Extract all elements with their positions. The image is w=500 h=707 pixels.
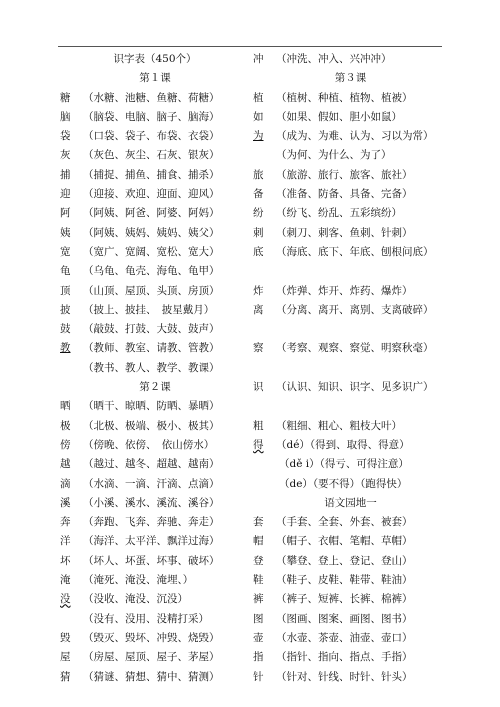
entry-character: 刺 [253, 226, 264, 239]
entry-words: （坏人、坏蛋、坏事、破坏） [83, 554, 220, 567]
char-entry [60, 339, 250, 358]
entry-character: 姨 [60, 226, 71, 239]
entry-character: 备 [253, 188, 264, 201]
char-entry [253, 552, 448, 571]
entry-words: （披上、披挂、 披星戴月） [83, 303, 215, 316]
entry-words: （小溪、溪水、溪流、溪谷） [83, 496, 220, 509]
char-entry [60, 243, 250, 262]
entry-words: （捕捉、捕鱼、捕食、捕杀） [83, 168, 220, 181]
entry-character: 纷 [253, 207, 264, 220]
entry-words: （手套、全套、外套、被套） [276, 516, 413, 529]
char-entry [60, 532, 250, 551]
entry-character: 袋 [60, 130, 71, 143]
entry-words: （房屋、屋顶、屋子、茅屋） [83, 651, 220, 664]
char-entry [60, 146, 250, 165]
entry-words: （准备、防备、具备、完备） [276, 188, 413, 201]
entry-pinyin-line: （dě i）（得亏、可得注意） [279, 458, 409, 471]
char-entry [253, 513, 448, 532]
char-entry [253, 436, 448, 455]
entry-character: 洋 [60, 535, 71, 548]
blank-line [253, 262, 448, 281]
entry-words: （迎接、欢迎、迎面、迎风） [83, 188, 220, 201]
entry-character: 为 [253, 130, 264, 143]
entry-words: （考察、观察、察觉、明察秋毫） [276, 342, 434, 355]
entry-character: 炸 [253, 284, 264, 297]
char-entry [253, 590, 448, 609]
entry-words: （分离、离开、离别、支离破碎） [276, 303, 434, 316]
entry-words: （水糖、池糖、鱼糖、荷糖） [83, 91, 220, 104]
char-entry [60, 397, 250, 416]
char-entry [60, 185, 250, 204]
entry-words: （旅游、旅行、旅客、旅社） [276, 168, 413, 181]
char-entry [60, 282, 250, 301]
entry-continuation: （教书、教人、教学、教课） [83, 361, 220, 374]
char-entry [253, 166, 448, 185]
char-entry [253, 378, 448, 397]
entry-words: （如果、假如、胆小如鼠） [276, 110, 402, 123]
entry-words: （乌龟、龟壳、海龟、龟甲） [83, 265, 220, 278]
char-entry [60, 108, 250, 127]
char-entry [253, 243, 448, 262]
entry-pinyin-line: （de）（要不得）（跑得快） [279, 477, 408, 490]
entry-character: 傍 [60, 438, 71, 451]
entry-words: （淹死、淹没、淹埋、） [83, 574, 194, 587]
entry-words: （指针、指向、指点、手指） [276, 651, 413, 664]
entry-words: （海底、底下、年底、刨根问底） [276, 245, 434, 258]
entry-words: （植树、种植、植物、植被） [276, 91, 413, 104]
char-entry [253, 224, 448, 243]
char-entry [60, 455, 250, 474]
entry-character: 察 [253, 342, 264, 355]
entry-words: （傍晚、依傍、 依山傍水） [83, 438, 215, 451]
entry-character: 阿 [60, 207, 71, 220]
entry-words: （口袋、袋子、布袋、衣袋） [83, 130, 220, 143]
entry-words: （脑袋、电脑、脑子、脑海） [83, 110, 220, 123]
entry-character: 植 [253, 91, 264, 104]
char-entry [253, 204, 448, 223]
section-heading: 第３课 [334, 72, 367, 85]
entry-words: （奔跑、飞奔、奔驰、奔走） [83, 516, 220, 529]
char-entry [253, 648, 448, 667]
entry-character: 鞋 [253, 574, 264, 587]
entry-character: 如 [253, 110, 264, 123]
entry-words: （晒干、晾晒、防晒、暴晒） [83, 400, 220, 413]
section-heading: 语文园地一 [324, 496, 377, 509]
char-entry [60, 552, 250, 571]
char-entry [60, 494, 250, 513]
char-entry [253, 339, 448, 358]
char-entry [253, 89, 448, 108]
char-entry [253, 668, 448, 687]
char-entry [60, 127, 250, 146]
char-entry [60, 436, 250, 455]
entry-character: 壶 [253, 631, 264, 644]
entry-words: （图画、图案、画图、图书） [276, 612, 413, 625]
entry-character: 旅 [253, 168, 264, 181]
entry-words: （敲鼓、打鼓、大鼓、鼓声） [83, 323, 220, 336]
entry-words: （冲洗、冲入、兴冲冲） [276, 53, 392, 65]
entry-character: 溪 [60, 496, 71, 509]
entry-character: 脑 [60, 110, 71, 123]
entry-words: （灰色、灰尘、石灰、银灰） [83, 149, 220, 162]
entry-words: （攀登、登上、登记、登山） [276, 554, 413, 567]
entry-character: 裤 [253, 593, 264, 606]
char-entry [253, 629, 448, 648]
char-entry [60, 320, 250, 339]
entry-character: 鼓 [60, 323, 71, 336]
entry-words: （裤子、短裤、长裤、棉裤） [276, 593, 413, 606]
char-entry [253, 108, 448, 127]
char-entry [253, 127, 448, 146]
entry-words: （阿姨、姨妈、姨妈、姨父） [83, 226, 220, 239]
entry-words: （猜谜、猜想、猜中、猜测） [83, 670, 220, 683]
left-column [60, 50, 250, 687]
char-entry [60, 204, 250, 223]
entry-character: 图 [253, 612, 264, 625]
entry-words: （山顶、屋顶、头顶、房顶） [83, 284, 220, 297]
char-entry [253, 301, 448, 320]
entry-words: （针对、针线、时针、针头） [276, 670, 413, 683]
blank-line [253, 397, 448, 416]
entry-continuation: （为何、为什么、为了） [276, 149, 392, 162]
char-entry [253, 532, 448, 551]
entry-character: 猜 [60, 670, 71, 683]
entry-character: 奔 [60, 516, 71, 529]
entry-words: （越过、越冬、超越、越南） [83, 458, 220, 471]
char-entry [253, 50, 448, 69]
entry-character: 冲 [253, 53, 264, 65]
char-entry [60, 475, 250, 494]
entry-character: 没 [60, 593, 71, 606]
entry-words: （鞋子、皮鞋、鞋带、鞋油） [276, 574, 413, 587]
entry-character: 顶 [60, 284, 71, 297]
entry-character: 糖 [60, 91, 71, 104]
char-entry [60, 224, 250, 243]
entry-character: 识 [253, 381, 264, 394]
entry-words: （毁灭、毁坏、冲毁、烧毁） [83, 631, 220, 644]
entry-character: 灰 [60, 149, 71, 162]
char-entry [253, 571, 448, 590]
entry-character: 得 [253, 438, 264, 451]
char-entry [253, 185, 448, 204]
entry-words: （阿姨、阿爸、阿婆、阿妈） [83, 207, 220, 220]
entry-character: 屋 [60, 651, 71, 664]
entry-words: （成为、为难、认为、习以为常） [276, 130, 434, 143]
blank-line [253, 320, 448, 339]
entry-character: 晒 [60, 400, 71, 413]
entry-words: （帽子、衣帽、笔帽、草帽） [276, 535, 413, 548]
entry-words: （认识、知识、识字、见多识广） [276, 381, 434, 394]
entry-words: （宽广、宽阔、宽松、宽大） [83, 245, 220, 258]
char-entry [253, 610, 448, 629]
entry-character: 帽 [253, 535, 264, 548]
char-entry [253, 417, 448, 436]
char-entry [60, 571, 250, 590]
entry-character: 捕 [60, 168, 71, 181]
entry-character: 淹 [60, 574, 71, 587]
entry-character: 离 [253, 303, 264, 316]
entry-character: 针 [253, 670, 264, 683]
section-heading: 第２课 [139, 381, 171, 394]
char-entry [60, 262, 250, 281]
entry-words: （炸弹、炸开、炸药、爆炸） [276, 284, 413, 297]
entry-character: 披 [60, 303, 71, 316]
entry-words: （海洋、太平洋、飘洋过海） [83, 535, 220, 548]
char-entry [60, 166, 250, 185]
section-heading: 识字表（450个） [113, 53, 197, 65]
entry-words: （水壶、茶壶、油壶、壶口） [276, 631, 413, 644]
entry-words: （水滴、一滴、汗滴、点滴） [83, 477, 220, 490]
entry-character: 宽 [60, 245, 71, 258]
top-rule [58, 46, 442, 47]
char-entry [60, 417, 250, 436]
entry-words: （刺刀、刺客、鱼刺、针刺） [276, 226, 413, 239]
entry-words: （北极、极端、极小、极其） [83, 419, 220, 432]
entry-words: （dé）（得到、取得、得意） [276, 438, 410, 451]
section-heading: 第１课 [139, 72, 171, 85]
char-entry [60, 89, 250, 108]
char-entry [60, 590, 250, 609]
entry-character: 毁 [60, 631, 71, 644]
entry-character: 指 [253, 651, 264, 664]
entry-character: 登 [253, 554, 264, 567]
entry-words: （粗细、粗心、粗枝大叶） [276, 419, 402, 432]
char-entry [253, 282, 448, 301]
entry-character: 龟 [60, 265, 71, 278]
entry-character: 越 [60, 458, 71, 471]
entry-character: 迎 [60, 188, 71, 201]
entry-continuation: （没有、没用、没精打采） [83, 612, 209, 625]
entry-character: 教 [60, 342, 71, 355]
char-entry [60, 629, 250, 648]
entry-character: 滴 [60, 477, 71, 490]
entry-character: 粗 [253, 419, 264, 432]
entry-words: （没收、淹没、沉没） [83, 593, 188, 606]
right-column [253, 50, 448, 687]
char-entry [60, 668, 250, 687]
entry-character: 套 [253, 516, 264, 529]
entry-character: 极 [60, 419, 71, 432]
entry-words: （纷飞、纷乱、五彩缤纷） [276, 207, 402, 220]
char-entry [60, 648, 250, 667]
entry-character: 坏 [60, 554, 71, 567]
char-entry [60, 513, 250, 532]
entry-character: 底 [253, 245, 264, 258]
char-entry [60, 301, 250, 320]
blank-line [253, 359, 448, 378]
entry-words: （教师、教室、请教、管教） [83, 342, 220, 355]
